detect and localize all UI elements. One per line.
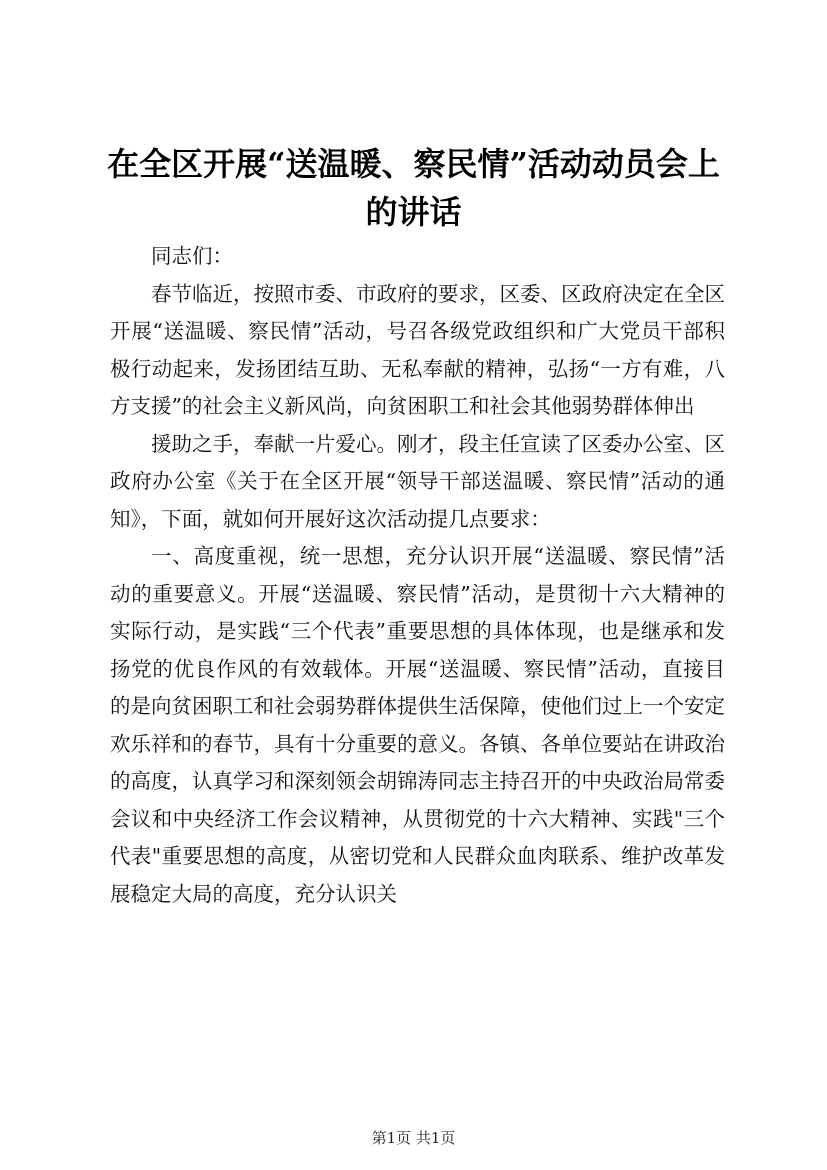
document-title: 在全区开展“送温暖、察民情”活动动员会上的讲话 xyxy=(107,145,720,231)
paragraph-3: 一、高度重视，统一思想，充分认识开展“送温暖、察民情”活动的重要意义。开展“送温暖、察民情”活动，是贯彻十六大精神的实际行动，是实践“三个代表”重要思想的具体体现，也是继承和发扬党的优良作风的有效载体。开展“送温暖、察民情”活动，直接目的是向贫困职工和社会弱势群体提供生活保障，使他们过上一个安定欢乐祥和的春节，具有十分重要的意义。各镇、各单位要站在讲政治的高度，认真学习和深刻领会胡锦涛同志主持召开的中央政治局常委会议和中央经济工作会议精神，从贯彻党的十六大精神、实践"三个代表"重要思想的高度，从密切党和人民群众血肉联系、维护改革发展稳定大局的高度，充分认识关 xyxy=(110,544,725,906)
page-footer: 第1页 共1页 xyxy=(371,1129,456,1147)
greeting: 同志们： xyxy=(151,244,233,268)
paragraph-1: 春节临近，按照市委、市政府的要求，区委、区政府决定在全区开展“送温暖、察民情”活动，号召各级党政组织和广大党员干部积极行动起来，发扬团结互助、无私奉献的精神，弘扬“一方有难，八方支援”的社会主义新风尚，向贫困职工和社会其他弱势群体伸出 xyxy=(110,281,725,418)
paragraph-2: 援助之手，奉献一片爱心。刚才，段主任宣读了区委办公室、区政府办公室《关于在全区开展“领导干部送温暖、察民情”活动的通知》，下面，就如何开展好这次活动提几点要求： xyxy=(110,431,725,531)
document-body xyxy=(110,238,725,913)
